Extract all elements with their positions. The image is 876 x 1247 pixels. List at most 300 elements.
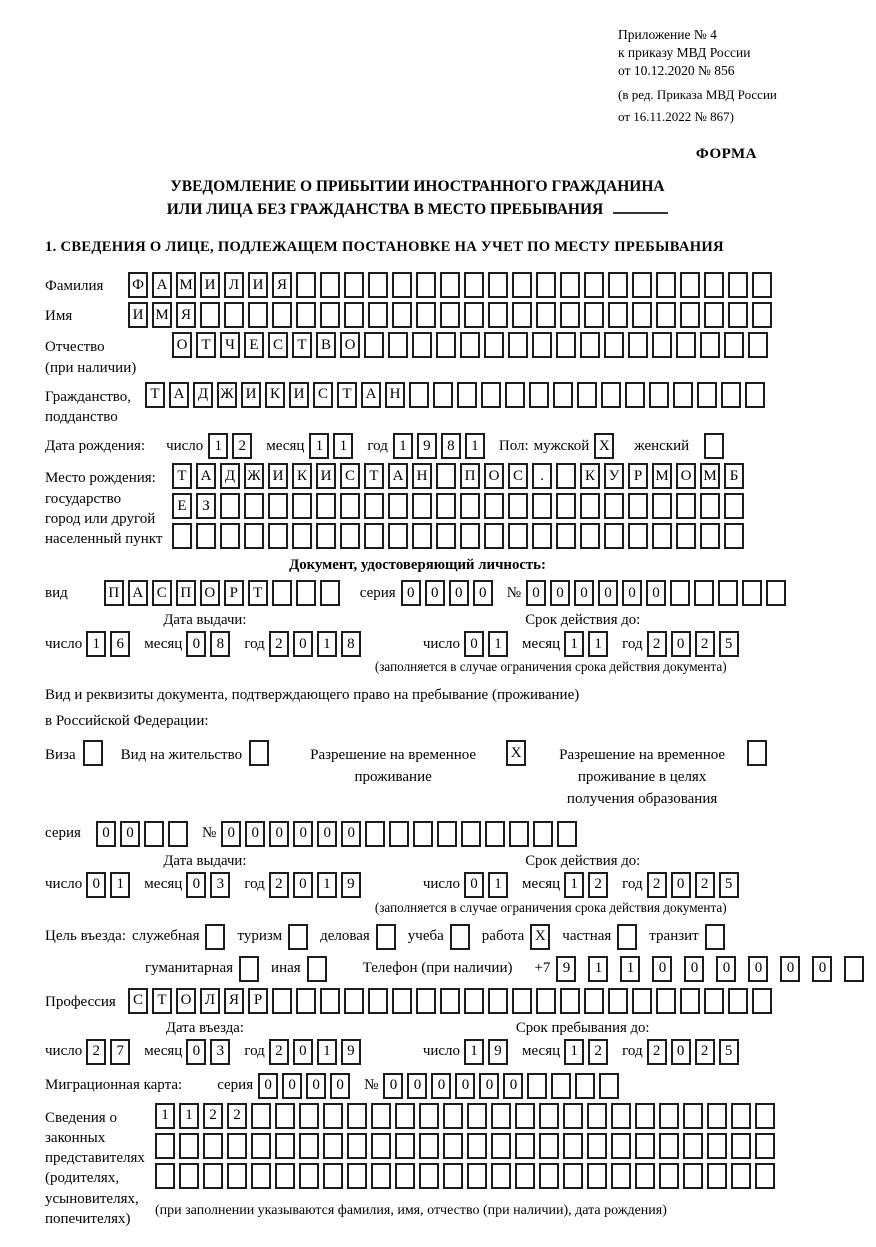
char-cell[interactable]: [532, 523, 552, 549]
char-cell[interactable]: 1: [393, 433, 413, 459]
char-cell[interactable]: [584, 988, 604, 1014]
char-cell[interactable]: Д: [193, 382, 213, 408]
char-cell[interactable]: 0: [317, 821, 337, 847]
char-cell[interactable]: 6: [110, 631, 130, 657]
char-cell[interactable]: П: [104, 580, 124, 606]
legal-representatives-row3-input[interactable]: [155, 1163, 779, 1189]
char-cell[interactable]: [316, 493, 336, 519]
char-cell[interactable]: Н: [412, 463, 432, 489]
birth-place-row3-input[interactable]: [172, 523, 748, 549]
char-cell[interactable]: [652, 493, 672, 519]
char-cell[interactable]: [656, 302, 676, 328]
char-cell[interactable]: [527, 1073, 547, 1099]
char-cell[interactable]: [718, 580, 738, 606]
char-cell[interactable]: [320, 988, 340, 1014]
char-cell[interactable]: [512, 988, 532, 1014]
char-cell[interactable]: [556, 523, 576, 549]
char-cell[interactable]: 0: [479, 1073, 499, 1099]
identity-expiry-year-input[interactable]: [647, 631, 743, 657]
char-cell[interactable]: [172, 523, 192, 549]
char-cell[interactable]: [755, 1103, 775, 1129]
char-cell[interactable]: О: [340, 332, 360, 358]
residence-expiry-year-input[interactable]: [647, 872, 743, 898]
char-cell[interactable]: [652, 332, 672, 358]
char-cell[interactable]: [604, 523, 624, 549]
char-cell[interactable]: Т: [152, 988, 172, 1014]
char-cell[interactable]: [505, 382, 525, 408]
char-cell[interactable]: И: [316, 463, 336, 489]
char-cell[interactable]: [745, 382, 765, 408]
char-cell[interactable]: П: [460, 463, 480, 489]
char-cell[interactable]: [200, 302, 220, 328]
char-cell[interactable]: 0: [464, 631, 484, 657]
char-cell[interactable]: С: [268, 332, 288, 358]
residence-issue-year-input[interactable]: [269, 872, 365, 898]
char-cell[interactable]: [389, 821, 409, 847]
char-cell[interactable]: 0: [186, 1039, 206, 1065]
purpose-work-checkbox[interactable]: X: [530, 924, 550, 950]
char-cell[interactable]: [563, 1163, 583, 1189]
char-cell[interactable]: [268, 493, 288, 519]
char-cell[interactable]: [766, 580, 786, 606]
char-cell[interactable]: [707, 1163, 727, 1189]
char-cell[interactable]: [628, 332, 648, 358]
char-cell[interactable]: [320, 580, 340, 606]
identity-issue-day-input[interactable]: [86, 631, 134, 657]
char-cell[interactable]: [557, 821, 577, 847]
char-cell[interactable]: 1: [317, 872, 337, 898]
char-cell[interactable]: [467, 1103, 487, 1129]
char-cell[interactable]: [604, 332, 624, 358]
char-cell[interactable]: [488, 988, 508, 1014]
char-cell[interactable]: Т: [172, 463, 192, 489]
char-cell[interactable]: 1: [620, 956, 640, 982]
char-cell[interactable]: [395, 1163, 415, 1189]
char-cell[interactable]: Б: [724, 463, 744, 489]
char-cell[interactable]: 5: [719, 631, 739, 657]
char-cell[interactable]: [457, 382, 477, 408]
char-cell[interactable]: [551, 1073, 571, 1099]
char-cell[interactable]: 0: [330, 1073, 350, 1099]
char-cell[interactable]: И: [200, 272, 220, 298]
char-cell[interactable]: [584, 272, 604, 298]
char-cell[interactable]: [392, 272, 412, 298]
char-cell[interactable]: [556, 493, 576, 519]
char-cell[interactable]: [251, 1103, 271, 1129]
char-cell[interactable]: 0: [473, 580, 493, 606]
char-cell[interactable]: [755, 1133, 775, 1159]
char-cell[interactable]: Л: [224, 272, 244, 298]
char-cell[interactable]: 1: [564, 1039, 584, 1065]
char-cell[interactable]: [632, 302, 652, 328]
char-cell[interactable]: 2: [232, 433, 252, 459]
char-cell[interactable]: 0: [293, 1039, 313, 1065]
char-cell[interactable]: И: [248, 272, 268, 298]
char-cell[interactable]: [608, 272, 628, 298]
char-cell[interactable]: [484, 332, 504, 358]
char-cell[interactable]: [272, 580, 292, 606]
char-cell[interactable]: М: [700, 463, 720, 489]
char-cell[interactable]: [728, 988, 748, 1014]
char-cell[interactable]: [299, 1133, 319, 1159]
char-cell[interactable]: А: [361, 382, 381, 408]
char-cell[interactable]: 0: [282, 1073, 302, 1099]
char-cell[interactable]: М: [176, 272, 196, 298]
char-cell[interactable]: [656, 988, 676, 1014]
char-cell[interactable]: 0: [464, 872, 484, 898]
identity-series-input[interactable]: [401, 580, 497, 606]
char-cell[interactable]: 1: [317, 631, 337, 657]
char-cell[interactable]: [320, 302, 340, 328]
char-cell[interactable]: [529, 382, 549, 408]
residence-issue-day-input[interactable]: [86, 872, 134, 898]
birth-day-input[interactable]: [208, 433, 256, 459]
char-cell[interactable]: [320, 272, 340, 298]
char-cell[interactable]: [323, 1133, 343, 1159]
char-cell[interactable]: [704, 988, 724, 1014]
char-cell[interactable]: [196, 523, 216, 549]
sex-female-checkbox[interactable]: [704, 433, 724, 459]
char-cell[interactable]: 0: [646, 580, 666, 606]
char-cell[interactable]: [731, 1103, 751, 1129]
char-cell[interactable]: [388, 332, 408, 358]
char-cell[interactable]: [539, 1163, 559, 1189]
entry-month-input[interactable]: [186, 1039, 234, 1065]
char-cell[interactable]: .: [532, 463, 552, 489]
char-cell[interactable]: 1: [588, 956, 608, 982]
char-cell[interactable]: С: [313, 382, 333, 408]
char-cell[interactable]: М: [152, 302, 172, 328]
char-cell[interactable]: [203, 1163, 223, 1189]
char-cell[interactable]: [440, 302, 460, 328]
char-cell[interactable]: Л: [200, 988, 220, 1014]
char-cell[interactable]: [436, 493, 456, 519]
char-cell[interactable]: 0: [598, 580, 618, 606]
char-cell[interactable]: К: [580, 463, 600, 489]
char-cell[interactable]: 8: [441, 433, 461, 459]
char-cell[interactable]: [752, 302, 772, 328]
char-cell[interactable]: [608, 302, 628, 328]
char-cell[interactable]: В: [316, 332, 336, 358]
char-cell[interactable]: [251, 1163, 271, 1189]
char-cell[interactable]: [440, 272, 460, 298]
char-cell[interactable]: [680, 988, 700, 1014]
char-cell[interactable]: [299, 1103, 319, 1129]
char-cell[interactable]: [652, 523, 672, 549]
char-cell[interactable]: 1: [488, 872, 508, 898]
legal-representatives-row1-input[interactable]: [155, 1103, 779, 1129]
char-cell[interactable]: [364, 332, 384, 358]
char-cell[interactable]: [683, 1133, 703, 1159]
surname-input[interactable]: [128, 272, 776, 298]
char-cell[interactable]: [296, 988, 316, 1014]
char-cell[interactable]: 1: [317, 1039, 337, 1065]
stay-until-day-input[interactable]: [464, 1039, 512, 1065]
char-cell[interactable]: [412, 332, 432, 358]
char-cell[interactable]: [560, 302, 580, 328]
char-cell[interactable]: П: [176, 580, 196, 606]
char-cell[interactable]: З: [196, 493, 216, 519]
residence-series-input[interactable]: [96, 821, 192, 847]
char-cell[interactable]: 3: [210, 1039, 230, 1065]
char-cell[interactable]: [742, 580, 762, 606]
temporary-residence-checkbox[interactable]: X: [506, 740, 526, 766]
char-cell[interactable]: 1: [110, 872, 130, 898]
char-cell[interactable]: 9: [417, 433, 437, 459]
education-residence-checkbox[interactable]: [747, 740, 767, 766]
char-cell[interactable]: [436, 332, 456, 358]
char-cell[interactable]: [484, 523, 504, 549]
char-cell[interactable]: А: [128, 580, 148, 606]
char-cell[interactable]: [553, 382, 573, 408]
char-cell[interactable]: А: [388, 463, 408, 489]
char-cell[interactable]: [464, 272, 484, 298]
stay-until-year-input[interactable]: [647, 1039, 743, 1065]
char-cell[interactable]: 0: [780, 956, 800, 982]
entry-year-input[interactable]: [269, 1039, 365, 1065]
char-cell[interactable]: [443, 1133, 463, 1159]
char-cell[interactable]: [752, 988, 772, 1014]
stay-until-month-input[interactable]: [564, 1039, 612, 1065]
char-cell[interactable]: О: [484, 463, 504, 489]
purpose-official-checkbox[interactable]: [205, 924, 225, 950]
char-cell[interactable]: 0: [671, 872, 691, 898]
char-cell[interactable]: 9: [556, 956, 576, 982]
identity-expiry-month-input[interactable]: [564, 631, 612, 657]
char-cell[interactable]: [440, 988, 460, 1014]
char-cell[interactable]: [700, 493, 720, 519]
char-cell[interactable]: [419, 1103, 439, 1129]
char-cell[interactable]: [344, 272, 364, 298]
char-cell[interactable]: [512, 302, 532, 328]
char-cell[interactable]: [467, 1133, 487, 1159]
char-cell[interactable]: 0: [293, 821, 313, 847]
migration-number-input[interactable]: [383, 1073, 623, 1099]
char-cell[interactable]: С: [128, 988, 148, 1014]
char-cell[interactable]: [268, 523, 288, 549]
char-cell[interactable]: 2: [647, 1039, 667, 1065]
char-cell[interactable]: 0: [96, 821, 116, 847]
char-cell[interactable]: 1: [309, 433, 329, 459]
char-cell[interactable]: [670, 580, 690, 606]
char-cell[interactable]: Т: [196, 332, 216, 358]
char-cell[interactable]: Я: [224, 988, 244, 1014]
char-cell[interactable]: М: [652, 463, 672, 489]
char-cell[interactable]: [244, 493, 264, 519]
char-cell[interactable]: 2: [269, 872, 289, 898]
char-cell[interactable]: [508, 332, 528, 358]
char-cell[interactable]: [419, 1163, 439, 1189]
char-cell[interactable]: [731, 1133, 751, 1159]
char-cell[interactable]: [296, 580, 316, 606]
char-cell[interactable]: [460, 332, 480, 358]
char-cell[interactable]: С: [508, 463, 528, 489]
char-cell[interactable]: [275, 1163, 295, 1189]
char-cell[interactable]: 0: [671, 1039, 691, 1065]
char-cell[interactable]: 0: [526, 580, 546, 606]
given-name-input[interactable]: [128, 302, 776, 328]
char-cell[interactable]: [443, 1163, 463, 1189]
char-cell[interactable]: 2: [86, 1039, 106, 1065]
char-cell[interactable]: [563, 1103, 583, 1129]
char-cell[interactable]: [608, 988, 628, 1014]
purpose-humanitarian-checkbox[interactable]: [239, 956, 259, 982]
char-cell[interactable]: Т: [248, 580, 268, 606]
char-cell[interactable]: 0: [431, 1073, 451, 1099]
char-cell[interactable]: Ж: [217, 382, 237, 408]
char-cell[interactable]: Ф: [128, 272, 148, 298]
residence-permit-checkbox[interactable]: [249, 740, 269, 766]
char-cell[interactable]: 0: [425, 580, 445, 606]
entry-day-input[interactable]: [86, 1039, 134, 1065]
char-cell[interactable]: [416, 302, 436, 328]
char-cell[interactable]: 0: [383, 1073, 403, 1099]
char-cell[interactable]: [347, 1133, 367, 1159]
char-cell[interactable]: 0: [812, 956, 832, 982]
char-cell[interactable]: [419, 1133, 439, 1159]
char-cell[interactable]: 0: [186, 631, 206, 657]
char-cell[interactable]: Т: [364, 463, 384, 489]
char-cell[interactable]: 0: [341, 821, 361, 847]
legal-representatives-row2-input[interactable]: [155, 1133, 779, 1159]
char-cell[interactable]: Я: [176, 302, 196, 328]
phone-input[interactable]: [556, 956, 876, 982]
char-cell[interactable]: [625, 382, 645, 408]
char-cell[interactable]: [436, 463, 456, 489]
char-cell[interactable]: 1: [564, 631, 584, 657]
birth-place-row1-input[interactable]: [172, 463, 748, 489]
char-cell[interactable]: [704, 272, 724, 298]
char-cell[interactable]: [296, 272, 316, 298]
char-cell[interactable]: [635, 1103, 655, 1129]
char-cell[interactable]: Р: [224, 580, 244, 606]
char-cell[interactable]: [676, 523, 696, 549]
char-cell[interactable]: [659, 1133, 679, 1159]
char-cell[interactable]: [587, 1163, 607, 1189]
char-cell[interactable]: [144, 821, 164, 847]
char-cell[interactable]: [563, 1133, 583, 1159]
char-cell[interactable]: [536, 272, 556, 298]
identity-kind-input[interactable]: [104, 580, 344, 606]
char-cell[interactable]: [484, 493, 504, 519]
residence-expiry-month-input[interactable]: [564, 872, 612, 898]
char-cell[interactable]: [731, 1163, 751, 1189]
char-cell[interactable]: [395, 1103, 415, 1129]
char-cell[interactable]: [371, 1103, 391, 1129]
char-cell[interactable]: [292, 493, 312, 519]
char-cell[interactable]: 9: [341, 872, 361, 898]
purpose-private-checkbox[interactable]: [617, 924, 637, 950]
char-cell[interactable]: [560, 988, 580, 1014]
char-cell[interactable]: И: [241, 382, 261, 408]
identity-number-input[interactable]: [526, 580, 790, 606]
char-cell[interactable]: 2: [695, 872, 715, 898]
char-cell[interactable]: [488, 302, 508, 328]
char-cell[interactable]: [364, 523, 384, 549]
char-cell[interactable]: 2: [647, 872, 667, 898]
char-cell[interactable]: [509, 821, 529, 847]
char-cell[interactable]: 0: [293, 631, 313, 657]
char-cell[interactable]: [437, 821, 457, 847]
char-cell[interactable]: [316, 523, 336, 549]
char-cell[interactable]: [464, 988, 484, 1014]
char-cell[interactable]: 7: [110, 1039, 130, 1065]
char-cell[interactable]: [340, 493, 360, 519]
char-cell[interactable]: [467, 1163, 487, 1189]
birth-place-row2-input[interactable]: [172, 493, 748, 519]
char-cell[interactable]: И: [128, 302, 148, 328]
char-cell[interactable]: И: [289, 382, 309, 408]
char-cell[interactable]: [533, 821, 553, 847]
char-cell[interactable]: [844, 956, 864, 982]
char-cell[interactable]: [628, 493, 648, 519]
char-cell[interactable]: 2: [203, 1103, 223, 1129]
char-cell[interactable]: [272, 302, 292, 328]
char-cell[interactable]: [532, 332, 552, 358]
char-cell[interactable]: 0: [652, 956, 672, 982]
char-cell[interactable]: [371, 1163, 391, 1189]
char-cell[interactable]: [275, 1133, 295, 1159]
char-cell[interactable]: А: [169, 382, 189, 408]
char-cell[interactable]: 2: [588, 1039, 608, 1065]
char-cell[interactable]: 0: [455, 1073, 475, 1099]
char-cell[interactable]: [680, 302, 700, 328]
char-cell[interactable]: [491, 1133, 511, 1159]
char-cell[interactable]: [347, 1103, 367, 1129]
char-cell[interactable]: [659, 1163, 679, 1189]
char-cell[interactable]: [464, 302, 484, 328]
char-cell[interactable]: [413, 821, 433, 847]
purpose-study-checkbox[interactable]: [450, 924, 470, 950]
char-cell[interactable]: [556, 463, 576, 489]
char-cell[interactable]: [755, 1163, 775, 1189]
migration-series-input[interactable]: [258, 1073, 354, 1099]
char-cell[interactable]: 1: [488, 631, 508, 657]
char-cell[interactable]: [611, 1163, 631, 1189]
char-cell[interactable]: 0: [407, 1073, 427, 1099]
char-cell[interactable]: [683, 1103, 703, 1129]
char-cell[interactable]: [344, 302, 364, 328]
char-cell[interactable]: [412, 523, 432, 549]
char-cell[interactable]: [683, 1163, 703, 1189]
char-cell[interactable]: [275, 1103, 295, 1129]
char-cell[interactable]: 0: [449, 580, 469, 606]
identity-issue-year-input[interactable]: [269, 631, 365, 657]
char-cell[interactable]: 0: [622, 580, 642, 606]
char-cell[interactable]: [575, 1073, 595, 1099]
char-cell[interactable]: [580, 493, 600, 519]
citizenship-input[interactable]: [145, 382, 769, 408]
char-cell[interactable]: 2: [227, 1103, 247, 1129]
char-cell[interactable]: [539, 1133, 559, 1159]
char-cell[interactable]: [632, 272, 652, 298]
char-cell[interactable]: [700, 523, 720, 549]
char-cell[interactable]: Е: [244, 332, 264, 358]
char-cell[interactable]: [656, 272, 676, 298]
char-cell[interactable]: [604, 493, 624, 519]
char-cell[interactable]: [220, 493, 240, 519]
char-cell[interactable]: 8: [210, 631, 230, 657]
char-cell[interactable]: [752, 272, 772, 298]
char-cell[interactable]: [707, 1133, 727, 1159]
char-cell[interactable]: [371, 1133, 391, 1159]
char-cell[interactable]: О: [176, 988, 196, 1014]
char-cell[interactable]: Р: [628, 463, 648, 489]
purpose-other-checkbox[interactable]: [307, 956, 327, 982]
char-cell[interactable]: [673, 382, 693, 408]
char-cell[interactable]: [168, 821, 188, 847]
char-cell[interactable]: [611, 1103, 631, 1129]
